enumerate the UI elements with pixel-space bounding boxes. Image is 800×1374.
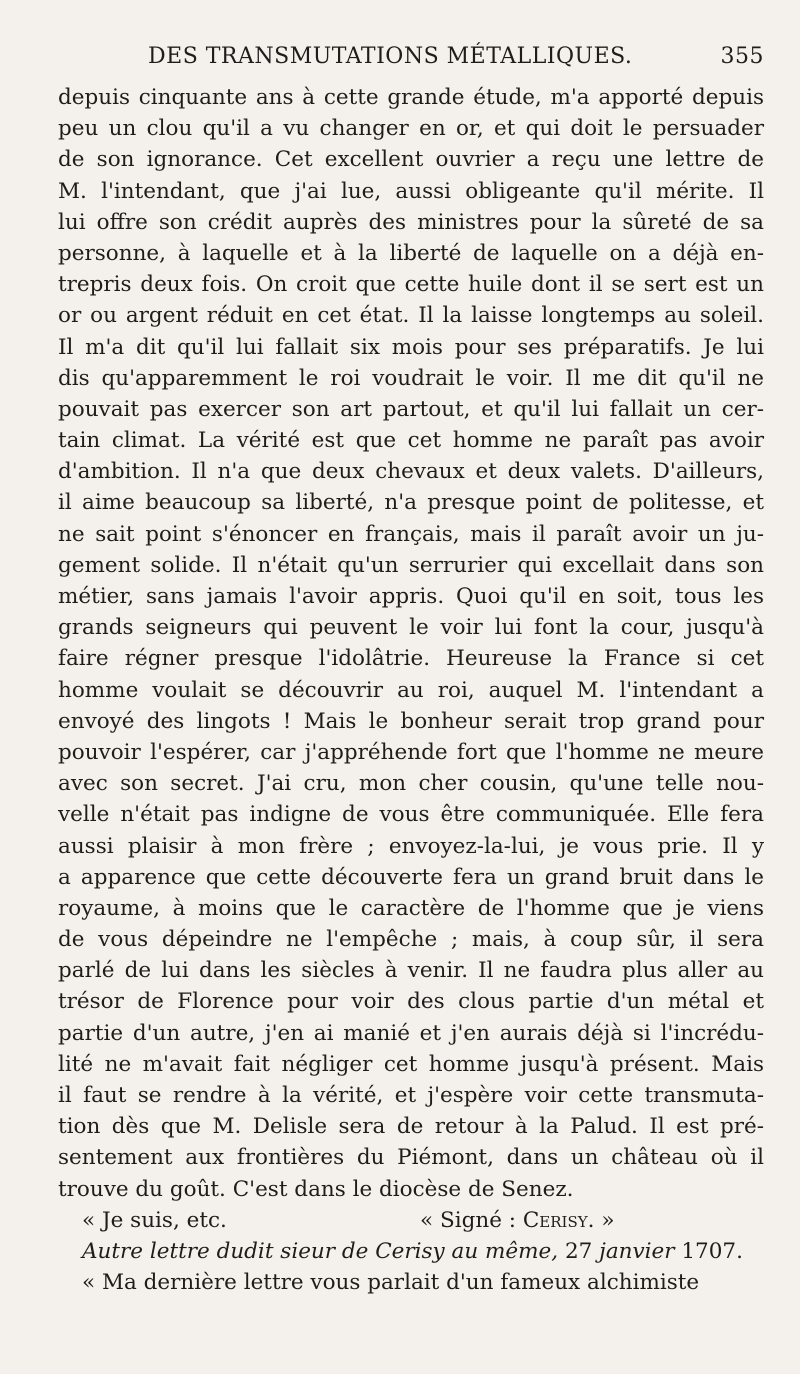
running-header [58, 44, 764, 74]
signed-suffix: . » [587, 1207, 615, 1233]
text-line: homme voulait se découvrir au roi, auquel M. l'intendant a [58, 677, 764, 703]
text-line: gement solide. Il n'était qu'un serrurier qui excellait dans son [58, 552, 764, 578]
text-line: Il m'a dit qu'il lui fallait six mois pour ses préparatifs. Je lui [58, 334, 764, 360]
signed-by [420, 1205, 614, 1236]
text-line: envoyé des lingots ! Mais le bonheur serait trop grand pour [58, 708, 764, 734]
text-line: partie d'un autre, j'en ai manié et j'en aurais déjà si l'incrédu- [58, 1020, 764, 1046]
text-line: a apparence que cette découverte fera un grand bruit dans le [58, 864, 764, 890]
text-line: trepris deux fois. On croit que cette huile dont il se sert est un [58, 272, 764, 298]
next-letter-first-line: « Ma dernière lettre vous parlait d'un fameux alchimiste [82, 1270, 700, 1296]
running-title: DES TRANSMUTATIONS MÉTALLIQUES. [148, 44, 633, 69]
heading-year: 1707. [681, 1238, 743, 1264]
text-line: de son ignorance. Cet excellent ouvrier a reçu une lettre de [58, 147, 764, 173]
text-line: d'ambition. Il n'a que deux chevaux et deux valets. D'ailleurs, [58, 459, 764, 485]
text-line: sentement aux frontières du Piémont, dans un château où il [58, 1145, 764, 1171]
text-line: dis qu'apparemment le roi voudrait le voir. Il me dit qu'il ne [58, 365, 764, 391]
letter-paragraph [58, 82, 764, 1205]
text-line: pouvoir l'espérer, car j'appréhende fort que l'homme ne meure [58, 739, 764, 765]
text-line: depuis cinquante ans à cette grande étude, m'a apporté depuis [58, 85, 764, 110]
closing-formula: « Je suis, etc. [82, 1207, 227, 1233]
body-text [58, 82, 764, 1298]
text-line: or ou argent réduit en cet état. Il la laisse longtemps au soleil. [58, 303, 764, 329]
text-line: pouvait pas exercer son art partout, et qu'il lui fallait un cer- [58, 396, 764, 422]
next-letter-heading-text: Autre lettre dudit sieur de Cerisy au même, [82, 1238, 559, 1264]
heading-month: janvier [599, 1238, 675, 1264]
signed-prefix: « Signé : [420, 1207, 523, 1233]
text-line: trouve du goût. C'est dans le diocèse de Senez. [58, 1176, 574, 1202]
next-letter-heading [58, 1236, 764, 1267]
text-line: aussi plaisir à mon frère ; envoyez-la-lui, je vous prie. Il y [58, 833, 764, 859]
signer-name: Cerisy [522, 1207, 588, 1233]
text-line: grands seigneurs qui peuvent le voir lui font la cour, jusqu'à [58, 615, 764, 641]
text-line: tion dès que M. Delisle sera de retour à la Palud. Il est pré- [58, 1114, 764, 1140]
text-line: il aime beaucoup sa liberté, n'a presque point de politesse, et [58, 490, 764, 516]
text-line: tain climat. La vérité est que cet homme ne paraît pas avoir [58, 428, 764, 454]
text-line: personne, à laquelle et à la liberté de laquelle on a déjà en- [58, 240, 764, 266]
text-line: il faut se rendre à la vérité, et j'espère voir cette transmuta- [58, 1083, 764, 1108]
page-number: 355 [720, 44, 764, 69]
heading-day: 27 [564, 1238, 593, 1264]
text-line: lui offre son crédit auprès des ministres pour la sûreté de sa [58, 209, 764, 235]
text-line: de vous dépeindre ne l'empêche ; mais, à coup sûr, il sera [58, 927, 764, 953]
text-line: velle n'était pas indigne de vous être communiquée. Elle fera [58, 802, 764, 828]
text-line: métier, sans jamais l'avoir appris. Quoi qu'il en soit, tous les [58, 584, 764, 609]
text-line: M. l'intendant, que j'ai lue, aussi obligeante qu'il mérite. Il [58, 178, 764, 204]
text-line: faire régner presque l'idolâtrie. Heureuse la France si cet [58, 646, 764, 672]
text-line: lité ne m'avait fait négliger cet homme jusqu'à présent. Mais [58, 1051, 764, 1077]
text-line: royaume, à moins que le caractère de l'homme que je viens [58, 895, 764, 921]
text-line: avec son secret. J'ai cru, mon cher cousin, qu'une telle nou- [58, 771, 764, 797]
text-line: trésor de Florence pour voir des clous partie d'un métal et [58, 989, 764, 1015]
text-line: parlé de lui dans les siècles à venir. Il ne faudra plus aller au [58, 958, 764, 984]
text-line: peu un clou qu'il a vu changer en or, et qui doit le persuader [58, 116, 764, 142]
text-line: ne sait point s'énoncer en français, mais il paraît avoir un ju- [58, 521, 764, 547]
signature-line [58, 1205, 764, 1236]
